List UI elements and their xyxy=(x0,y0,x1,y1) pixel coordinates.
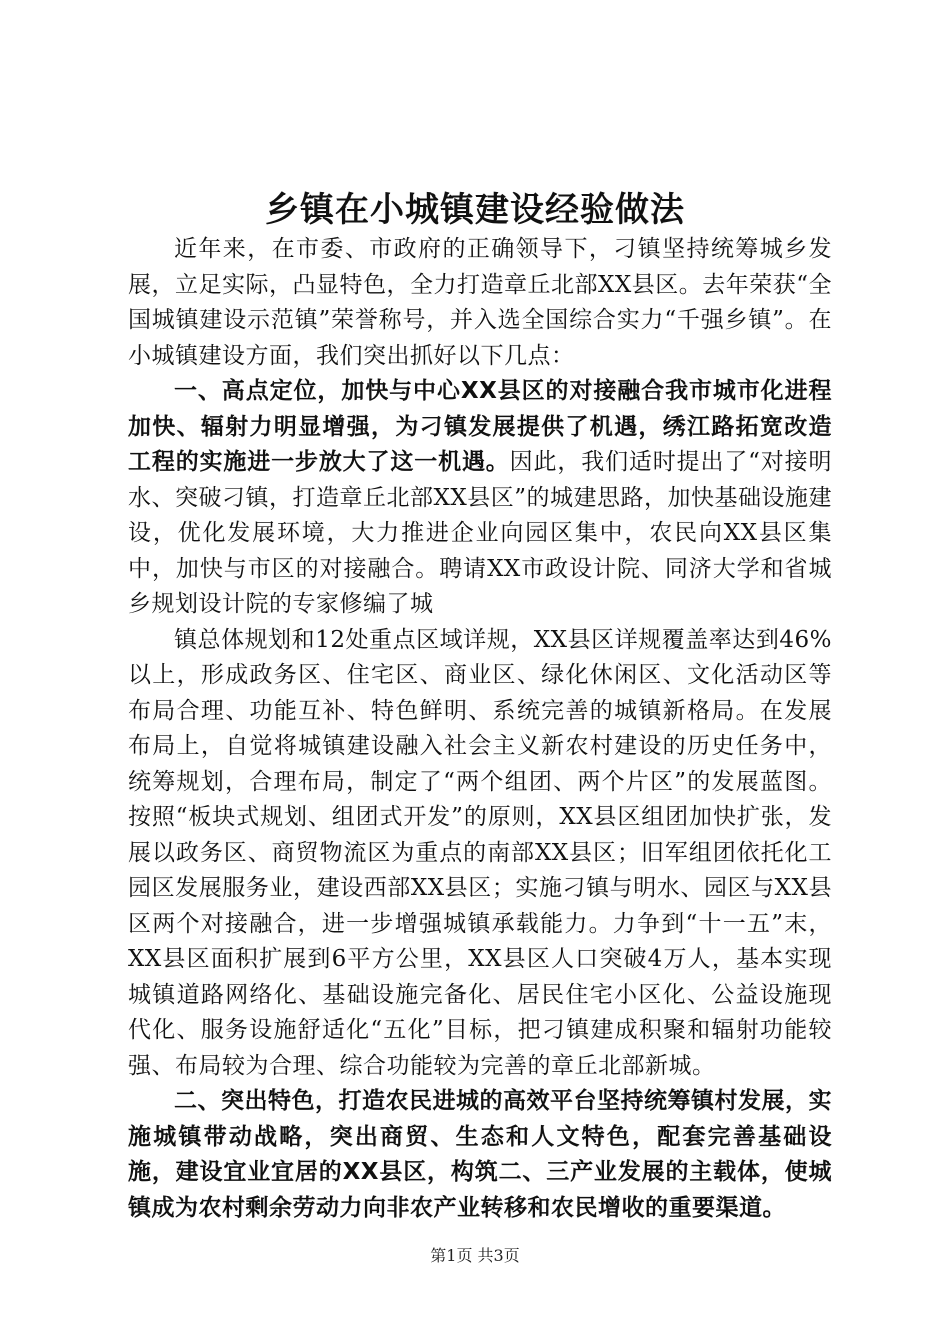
intro-paragraph: 近年来，在市委、市政府的正确领导下，刁镇坚持统筹城乡发展，立足实际，凸显特色，全力打造章丘北部XX县区。去年荣获“全国城镇建设示范镇”荣誉称号，并入选全国综合实力“千强乡镇”。在小城镇建设方面，我们突出抓好以下几点： xyxy=(128,236,833,369)
section-1-text: 因此，我们适时提出了“对接明水、突破刁镇，打造章丘北部XX县区”的城建思路，加快基础设施建设，优化发展环境，大力推进企业向园区集中，农民向XX县区集中，加快与市区的对接融合。聘请XX市政设计院、同济大学和省城乡规划设计院的专家修编了城 xyxy=(128,449,833,617)
section-1-heading: 一、高点定位，加快与中心XX县区的对接融合我市城市化进程加快、辐射力明显增强，为刁镇发展提供了机遇，绣江路拓宽改造工程的实施进一步放大了这一机遇。 xyxy=(128,378,832,475)
section-1-paragraph xyxy=(128,374,832,623)
section-1-continuation: 镇总体规划和12处重点区域详规，XX县区详规覆盖率达到46%以上，形成政务区、住宅区、商业区、绿化休闲区、文化活动区等布局合理、功能互补、特色鲜明、系统完善的城镇新格局。在发展布局上，自觉将城镇建设融入社会主义新农村建设的历史任务中，统筹规划，合理布局，制定了“两个组团、两个片区”的发展蓝图。按照“板块式规划、组团式开发”的原则，XX县区组团加快扩张，发展以政务区、商贸物流区为重点的南部XX县区；旧军组团依托化工园区发展服务业，建设西部XX县区；实施刁镇与明水、园区与XX县区两个对接融合，进一步增强城镇承载能力。力争到“十一五”末，XX县区面积扩展到6平方公里，XX县区人口突破4万人，基本实现城镇道路网络化、基础设施完备化、居民住宅小区化、公益设施现代化、服务设施舒适化“五化”目标，把刁镇建成积聚和辐射功能较强、布局较为合理、综合功能较为完善的章丘北部新城。 xyxy=(128,626,832,1079)
document-body xyxy=(128,232,832,1226)
section-2-paragraph: 二、突出特色，打造农民进城的高效平台坚持统筹镇村发展，实施城镇带动战略，突出商贸、生态和人文特色，配套完善基础设施，建设宜业宜居的XX县区，构筑二、三产业发展的主载体，使城镇成为农村剩余劳动力向非农产业转移和农民增收的重要渠道。 xyxy=(128,1088,832,1221)
page-number-footer: 第1页 共3页 xyxy=(430,1246,520,1265)
document-title: 乡镇在小城镇建设经验做法 xyxy=(265,190,685,230)
